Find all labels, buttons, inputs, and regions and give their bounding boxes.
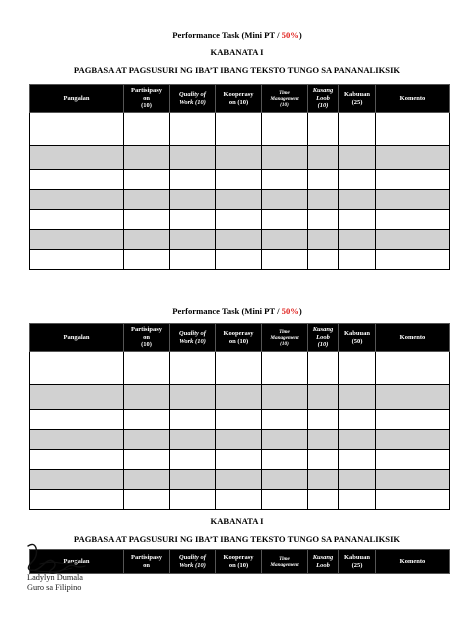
cell[interactable] — [124, 250, 170, 270]
cell[interactable] — [376, 470, 450, 490]
cell[interactable] — [262, 250, 308, 270]
section1-chapter: KABANATA I — [210, 47, 264, 57]
cell[interactable] — [216, 490, 262, 510]
cell[interactable] — [262, 385, 308, 410]
cell[interactable] — [30, 450, 124, 470]
cell[interactable] — [30, 470, 124, 490]
section1-table — [29, 84, 450, 270]
cell[interactable] — [30, 113, 124, 146]
cell[interactable] — [124, 385, 170, 410]
section3-header-row — [30, 550, 450, 574]
cell[interactable] — [376, 170, 450, 190]
cell[interactable] — [124, 450, 170, 470]
cell[interactable] — [262, 490, 308, 510]
cell[interactable] — [376, 230, 450, 250]
cell[interactable] — [216, 450, 262, 470]
header-kusang-loob: Kusang Loob — [308, 550, 339, 574]
section2-title-accent: 50% — [281, 306, 299, 316]
cell[interactable] — [339, 210, 376, 230]
cell[interactable] — [124, 410, 170, 430]
cell[interactable] — [30, 430, 124, 450]
header-kabuuan: Kabuuan (25) — [339, 550, 376, 574]
signer-name: Ladylyn Dumala — [27, 573, 83, 582]
cell[interactable] — [339, 146, 376, 170]
cell[interactable] — [216, 430, 262, 450]
cell[interactable] — [308, 230, 339, 250]
cell[interactable] — [262, 352, 308, 385]
cell[interactable] — [170, 113, 216, 146]
header-quality-of-work: Quality of Work (10) — [170, 85, 216, 113]
section3-subtitle: PAGBASA AT PAGSUSURI NG IBA’T IBANG TEKSTO TUNGO SA PANANALIKSIK — [73, 534, 401, 544]
header-komento: Komento — [376, 550, 450, 574]
cell[interactable] — [124, 490, 170, 510]
header-pangalan: Pangalan — [30, 550, 124, 574]
cell[interactable] — [262, 450, 308, 470]
cell[interactable] — [124, 190, 170, 210]
cell[interactable] — [308, 490, 339, 510]
cell[interactable] — [308, 113, 339, 146]
header-pangalan: Pangalan — [30, 85, 124, 113]
cell[interactable] — [308, 146, 339, 170]
cell[interactable] — [339, 430, 376, 450]
table-row — [30, 113, 450, 146]
table-row — [30, 146, 450, 170]
cell[interactable] — [376, 250, 450, 270]
cell[interactable] — [262, 430, 308, 450]
cell[interactable] — [376, 385, 450, 410]
signature-image — [22, 540, 92, 576]
header-quality-of-work: Quality of Work (10) — [170, 324, 216, 352]
cell[interactable] — [262, 170, 308, 190]
header-kusang-loob: Kusang Loob (10) — [308, 324, 339, 352]
cell[interactable] — [339, 113, 376, 146]
header-komento: Komento — [376, 324, 450, 352]
cell[interactable] — [376, 210, 450, 230]
table-row — [30, 170, 450, 190]
cell[interactable] — [30, 170, 124, 190]
cell[interactable] — [216, 250, 262, 270]
cell[interactable] — [170, 230, 216, 250]
cell[interactable] — [216, 146, 262, 170]
cell[interactable] — [30, 230, 124, 250]
cell[interactable] — [339, 490, 376, 510]
cell[interactable] — [339, 410, 376, 430]
cell[interactable] — [376, 490, 450, 510]
cell[interactable] — [170, 146, 216, 170]
header-kooperasyon: Kooperasy on (10) — [216, 550, 262, 574]
cell[interactable] — [262, 113, 308, 146]
cell[interactable] — [308, 430, 339, 450]
cell[interactable] — [339, 190, 376, 210]
cell[interactable] — [124, 430, 170, 450]
cell[interactable] — [308, 170, 339, 190]
section1-header-row — [30, 85, 450, 113]
header-quality-of-work: Quality of Work (10) — [170, 550, 216, 574]
cell[interactable] — [339, 470, 376, 490]
section2-title — [0, 306, 474, 316]
section3-table — [29, 549, 450, 574]
cell[interactable] — [30, 410, 124, 430]
table-row — [30, 385, 450, 410]
cell[interactable] — [308, 450, 339, 470]
table-row — [30, 470, 450, 490]
cell[interactable] — [216, 210, 262, 230]
header-kusang-loob: Kusang Loob (10) — [308, 85, 339, 113]
cell[interactable] — [262, 230, 308, 250]
cell[interactable] — [376, 146, 450, 170]
cell[interactable] — [30, 210, 124, 230]
header-komento: Komento — [376, 85, 450, 113]
table-row — [30, 230, 450, 250]
section1-title-main: Performance Task (Mini PT / — [172, 30, 282, 40]
cell[interactable] — [376, 352, 450, 385]
cell[interactable] — [376, 430, 450, 450]
cell[interactable] — [376, 410, 450, 430]
cell[interactable] — [376, 190, 450, 210]
table-row — [30, 190, 450, 210]
cell[interactable] — [124, 230, 170, 250]
table-row — [30, 490, 450, 510]
cell[interactable] — [170, 450, 216, 470]
cell[interactable] — [308, 210, 339, 230]
cell[interactable] — [216, 410, 262, 430]
cell[interactable] — [339, 352, 376, 385]
cell[interactable] — [170, 210, 216, 230]
header-kooperasyon: Kooperasy on (10) — [216, 85, 262, 113]
cell[interactable] — [170, 190, 216, 210]
header-partisipasyon: Partisipasy on (10) — [124, 85, 170, 113]
cell[interactable] — [170, 490, 216, 510]
cell[interactable] — [339, 170, 376, 190]
section3-chapter: KABANATA I — [210, 516, 264, 526]
cell[interactable] — [170, 352, 216, 385]
cell[interactable] — [308, 250, 339, 270]
header-time-management: Time Management — [262, 550, 308, 574]
section2-header-row — [30, 324, 450, 352]
cell[interactable] — [216, 385, 262, 410]
header-time-management: Time Management (10) — [262, 324, 308, 352]
cell[interactable] — [124, 470, 170, 490]
cell[interactable] — [216, 190, 262, 210]
cell[interactable] — [30, 490, 124, 510]
cell[interactable] — [308, 410, 339, 430]
cell[interactable] — [339, 230, 376, 250]
section2-title-end: ) — [298, 306, 302, 316]
section1-title-accent: 50% — [281, 30, 299, 40]
cell[interactable] — [308, 470, 339, 490]
cell[interactable] — [30, 146, 124, 170]
section1-title — [0, 30, 474, 40]
table-row — [30, 410, 450, 430]
section1-subtitle: PAGBASA AT PAGSUSURI NG IBA’T IBANG TEKSTO TUNGO SA PANANALIKSIK — [73, 65, 401, 75]
table-row — [30, 430, 450, 450]
header-kabuuan: Kabuuan (25) — [339, 85, 376, 113]
cell[interactable] — [170, 470, 216, 490]
cell[interactable] — [262, 410, 308, 430]
cell[interactable] — [30, 250, 124, 270]
cell[interactable] — [376, 113, 450, 146]
table-row — [30, 250, 450, 270]
signer-role: Guro sa Filipino — [27, 583, 82, 592]
section2-title-main: Performance Task (Mini PT / — [172, 306, 282, 316]
table-row — [30, 210, 450, 230]
cell[interactable] — [170, 170, 216, 190]
cell[interactable] — [339, 385, 376, 410]
cell[interactable] — [308, 385, 339, 410]
cell[interactable] — [308, 352, 339, 385]
cell[interactable] — [216, 113, 262, 146]
cell[interactable] — [262, 470, 308, 490]
table-row — [30, 450, 450, 470]
section2-table — [29, 323, 450, 510]
cell[interactable] — [124, 146, 170, 170]
table-row — [30, 352, 450, 385]
cell[interactable] — [124, 170, 170, 190]
cell[interactable] — [170, 410, 216, 430]
cell[interactable] — [262, 210, 308, 230]
cell[interactable] — [376, 450, 450, 470]
header-partisipasyon: Partisipasy on — [124, 550, 170, 574]
header-kabuuan: Kabuuan (50) — [339, 324, 376, 352]
cell[interactable] — [30, 385, 124, 410]
cell[interactable] — [30, 190, 124, 210]
header-pangalan: Pangalan — [30, 324, 124, 352]
section1-title-end: ) — [298, 30, 302, 40]
cell[interactable] — [124, 210, 170, 230]
cell[interactable] — [216, 352, 262, 385]
cell[interactable] — [124, 352, 170, 385]
cell[interactable] — [170, 385, 216, 410]
cell[interactable] — [216, 470, 262, 490]
header-kooperasyon: Kooperasy on (10) — [216, 324, 262, 352]
cell[interactable] — [262, 146, 308, 170]
cell[interactable] — [170, 250, 216, 270]
header-time-management: Time Management (10) — [262, 85, 308, 113]
cell[interactable] — [170, 430, 216, 450]
header-partisipasyon: Partisipasy on (10) — [124, 324, 170, 352]
cell[interactable] — [216, 170, 262, 190]
cell[interactable] — [262, 190, 308, 210]
cell[interactable] — [339, 450, 376, 470]
cell[interactable] — [30, 352, 124, 385]
cell[interactable] — [339, 250, 376, 270]
cell[interactable] — [308, 190, 339, 210]
cell[interactable] — [124, 113, 170, 146]
cell[interactable] — [216, 230, 262, 250]
